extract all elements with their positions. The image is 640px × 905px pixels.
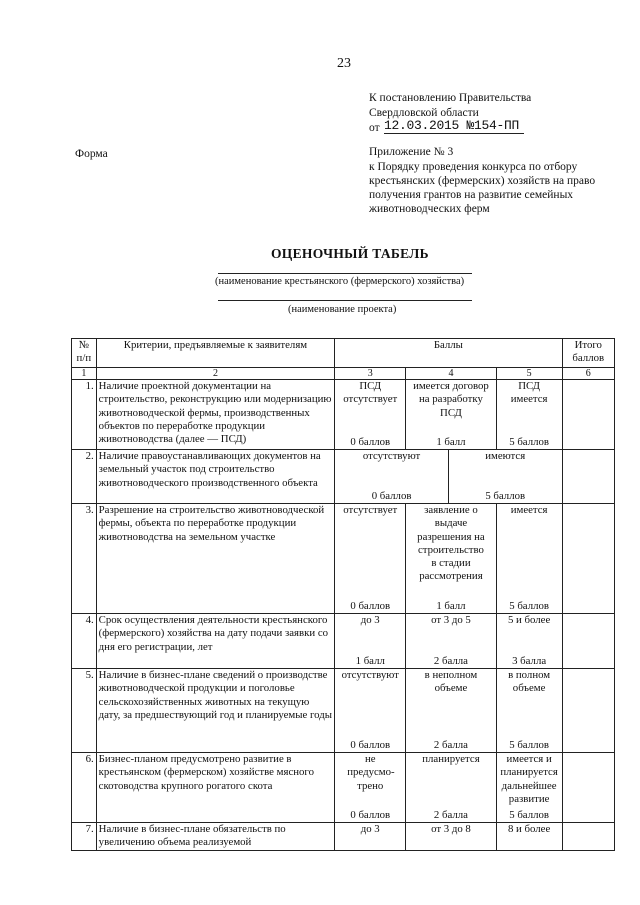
option-score: 5 баллов	[509, 435, 549, 448]
option-text: имеется договор на разработку ПСД	[413, 380, 489, 419]
option-text: в неполном объеме	[424, 669, 478, 695]
option-col5	[496, 753, 562, 823]
option-col3	[335, 669, 406, 753]
option-score: 0 баллов	[350, 599, 391, 612]
option-text: ПСД имеется	[510, 380, 548, 406]
option-text: не предусмо-трено	[347, 753, 395, 792]
row-criteria: Срок осуществления деятельности крестьянского (фермерского) хозяйства на дату подачи заявки со дня его регистрации, лет	[96, 614, 335, 669]
option-col4	[406, 753, 497, 823]
total-cell	[562, 753, 614, 823]
total-cell	[562, 450, 614, 504]
option-score: 5 баллов	[509, 738, 549, 751]
option-score: 1 балл	[436, 435, 466, 448]
table-row	[72, 669, 615, 753]
appendix-line-2: крестьянских (фермерских) хозяйств на право	[369, 175, 596, 187]
option-col5	[496, 614, 562, 669]
option-text: ПСД отсутствует	[343, 380, 398, 406]
appendix-line-1: к Порядку проведения конкурса по отбору	[369, 161, 578, 173]
row-criteria: Наличие правоустанавливающих документов на земельный участок под строительство животноводческого производственного объекта	[96, 450, 335, 504]
option-score: 2 балла	[433, 654, 468, 667]
column-numbers-row	[72, 368, 615, 380]
row-criteria: Наличие в бизнес-плане сведений о производстве животноводческой продукции и поголовье сельскохозяйственных животных на текущую дату, за предшествующий год и планируемые годы	[96, 669, 335, 753]
option-col3	[335, 380, 406, 450]
table-row	[72, 450, 615, 504]
col-num: 3	[335, 368, 406, 380]
header-line-1: К постановлению Правительства	[369, 92, 532, 104]
row-number: 1.	[72, 380, 97, 450]
table-row	[72, 823, 615, 851]
total-cell	[562, 614, 614, 669]
option-score: 2 балла	[433, 738, 468, 751]
col-num: 2	[96, 368, 335, 380]
option-col3	[335, 504, 406, 614]
option-text: отсутствуют	[341, 669, 399, 681]
option-score: 5 баллов	[509, 599, 549, 612]
option-col4: от 3 до 8	[406, 823, 497, 851]
total-cell	[562, 823, 614, 851]
farm-name-line	[218, 273, 472, 274]
option-col4	[406, 614, 497, 669]
option-col3	[335, 753, 406, 823]
option-col3: до 3	[335, 823, 406, 851]
page-number: 23	[337, 56, 351, 71]
table-row	[72, 380, 615, 450]
header-number: № п/п	[72, 339, 97, 368]
col-num: 5	[496, 368, 562, 380]
option-text: отсутствуют	[362, 450, 421, 462]
project-name-line	[218, 300, 472, 301]
appendix-line-4: животноводческих ферм	[369, 203, 490, 215]
option-text: заявление о выдаче разрешения на строительство в стадии рассмотрения	[417, 504, 485, 583]
option-col4	[406, 669, 497, 753]
header-line-2: Свердловской области	[369, 107, 479, 119]
farm-name-caption: (наименование крестьянского (фермерского) хозяйства)	[215, 276, 465, 287]
row-criteria: Наличие в бизнес-плане обязательств по увеличению объема реализуемой	[96, 823, 335, 851]
decree-date-number: 12.03.2015 №154-ПП	[384, 118, 520, 133]
option-col4	[406, 380, 497, 450]
row-criteria: Разрешение на строительство животноводческой фермы, объекта по переработке продукции животноводства на земельном участке	[96, 504, 335, 614]
col-num: 4	[406, 368, 497, 380]
decree-underline	[384, 133, 524, 134]
table-row	[72, 753, 615, 823]
option-score: 3 балла	[512, 654, 547, 667]
appendix-title: Приложение № 3	[369, 146, 454, 158]
row-number: 6.	[72, 753, 97, 823]
table-header-row	[72, 339, 615, 368]
option-score: 2 балла	[433, 808, 468, 821]
option-text: имеется и планируется дальнейшее развитие	[500, 753, 558, 805]
option-score: 0 баллов	[350, 808, 391, 821]
option-score: 0 баллов	[350, 738, 391, 751]
option-col5	[496, 380, 562, 450]
row-number: 5.	[72, 669, 97, 753]
option-score: 5 баллов	[485, 489, 526, 502]
option-col5: 8 и более	[496, 823, 562, 851]
option-score: 0 баллов	[371, 489, 412, 502]
option-score: 1 балл	[436, 599, 466, 612]
option-score: 5 баллов	[509, 808, 549, 821]
option-absent	[335, 450, 448, 503]
option-present	[448, 450, 562, 503]
project-name-caption: (наименование проекта)	[288, 304, 397, 315]
total-cell	[562, 669, 614, 753]
header-total: Итого баллов	[562, 339, 614, 368]
row-number: 2.	[72, 450, 97, 504]
option-text: имеются	[485, 450, 526, 462]
header-ot: от	[369, 122, 380, 134]
row-number: 3.	[72, 504, 97, 614]
total-cell	[562, 380, 614, 450]
evaluation-table	[71, 338, 615, 851]
row-criteria: Наличие проектной документации на строительство, реконструкцию или модернизацию животноводческой фермы, производственных объектов по переработке продукции животноводства (далее — ПСД)	[96, 380, 335, 450]
option-text: отсутствует	[343, 504, 398, 516]
row-number: 4.	[72, 614, 97, 669]
forma-label: Форма	[75, 148, 108, 160]
col-num: 6	[562, 368, 614, 380]
option-col3	[335, 614, 406, 669]
table-row	[72, 504, 615, 614]
document-title: ОЦЕНОЧНЫЙ ТАБЕЛЬ	[271, 246, 429, 261]
appendix-line-3: получения грантов на развитие семейных	[369, 189, 574, 201]
total-cell	[562, 504, 614, 614]
option-score: 0 баллов	[350, 435, 391, 448]
header-criteria: Критерии, предъявляемые к заявителям	[96, 339, 335, 368]
row-number: 7.	[72, 823, 97, 851]
option-text: в полном объеме	[508, 669, 551, 695]
option-text: планируется	[422, 753, 480, 765]
option-text: до 3	[360, 614, 380, 626]
option-text: 5 и более	[507, 614, 551, 626]
row-criteria: Бизнес-планом предусмотрено развитие в крестьянском (фермерском) хозяйстве мясного скотоводства крупного рогатого скота	[96, 753, 335, 823]
col-num: 1	[72, 368, 97, 380]
option-col4	[406, 504, 497, 614]
option-col5	[496, 669, 562, 753]
option-text: от 3 до 5	[431, 614, 471, 626]
option-col5	[496, 504, 562, 614]
table-row	[72, 614, 615, 669]
option-group	[335, 450, 562, 504]
header-points: Баллы	[335, 339, 562, 368]
option-score: 1 балл	[355, 654, 385, 667]
option-text: имеется	[510, 504, 548, 516]
